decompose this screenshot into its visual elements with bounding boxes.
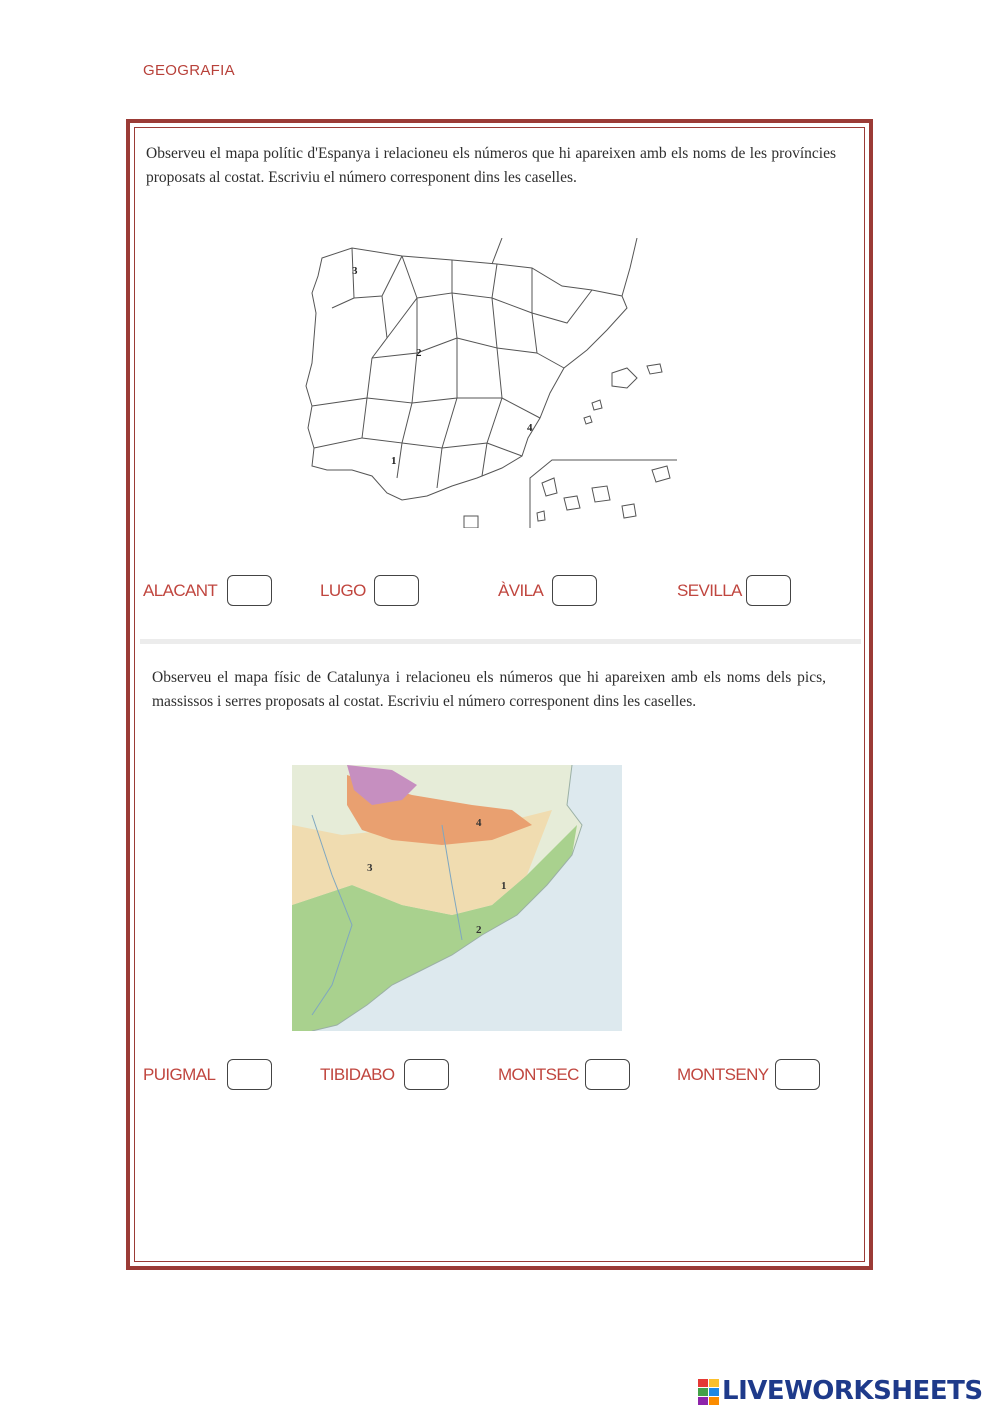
answer-box-lugo[interactable]: [374, 575, 419, 606]
spain-map-number: 4: [527, 422, 533, 434]
answer-row-puigmal: [143, 1059, 283, 1095]
answer-label: TIBIDABO: [320, 1065, 395, 1084]
spain-map-drawing: [292, 238, 677, 528]
answer-box-puigmal[interactable]: [227, 1059, 272, 1090]
answer-label: ALACANT: [143, 581, 218, 600]
answer-label: SEVILLA: [677, 581, 742, 600]
answer-row-alacant: [143, 575, 283, 611]
answer-row-montseny: [677, 1059, 827, 1095]
catalonia-map-number: 4: [476, 817, 482, 829]
answer-box-tibidabo[interactable]: [404, 1059, 449, 1090]
liveworksheets-logo-icon: [698, 1378, 720, 1408]
spain-political-map: [292, 238, 677, 528]
liveworksheets-brand[interactable]: LIVEWORKSHEETS: [722, 1376, 983, 1406]
answer-box-sevilla[interactable]: [746, 575, 791, 606]
answer-label: ÀVILA: [498, 581, 544, 600]
answer-label: MONTSENY: [677, 1065, 769, 1084]
answer-box-alacant[interactable]: [227, 575, 272, 606]
catalonia-map-number: 2: [476, 924, 482, 936]
section-divider: [140, 639, 861, 644]
answer-row-sevilla: [677, 575, 797, 611]
page-title: GEOGRAFIA: [143, 62, 235, 79]
catalonia-map-number: 3: [367, 862, 373, 874]
spain-map-number: 2: [416, 347, 422, 359]
spain-map-number: 3: [352, 265, 358, 277]
answer-label: MONTSEC: [498, 1065, 579, 1084]
answer-label: PUIGMAL: [143, 1065, 216, 1084]
section1-instruction: Observeu el mapa polític d'Espanya i relacioneu els números que hi apareixen amb els noms de les províncies proposats al costat. Escriviu el número corresponent dins les caselles.: [146, 145, 836, 186]
answer-box-avila[interactable]: [552, 575, 597, 606]
answer-box-montseny[interactable]: [775, 1059, 820, 1090]
answer-row-montsec: [498, 1059, 638, 1095]
spain-map-number: 1: [391, 455, 397, 467]
answer-box-montsec[interactable]: [585, 1059, 630, 1090]
answer-row-tibidabo: [320, 1059, 460, 1095]
catalonia-physical-map: [292, 765, 622, 1031]
answer-row-avila: [498, 575, 608, 611]
catalonia-map-drawing: [292, 765, 622, 1031]
section2-instruction: Observeu el mapa físic de Catalunya i relacioneu els números que hi apareixen amb els noms dels pics, massissos i serres proposats al costat. Escriviu el número corresponent dins les caselles.: [152, 669, 826, 710]
answer-label: LUGO: [320, 581, 366, 600]
answer-row-lugo: [320, 575, 430, 611]
catalonia-map-number: 1: [501, 880, 507, 892]
